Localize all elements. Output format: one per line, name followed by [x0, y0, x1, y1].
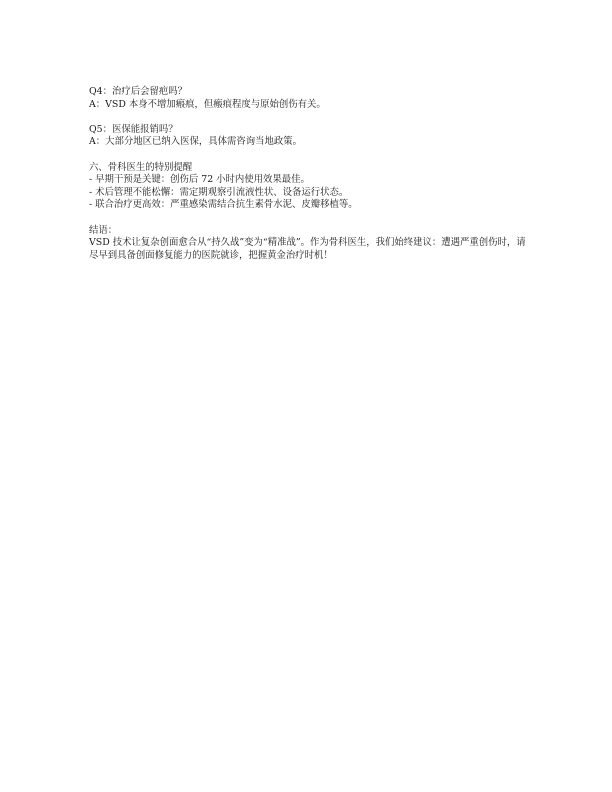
reminder-item: - 联合治疗更高效：严重感染需结合抗生素骨水泥、皮瓣移植等。	[89, 199, 358, 211]
faq-question: Q4：治疗后会留疤吗？	[89, 86, 188, 97]
conclusion-text: VSD 技术让复杂创面愈合从“持久战”变为“精准战”。作为骨科医生，我们始终建议：遭遇严重创伤时，请尽早到具备创面修复能力的医院就诊，把握黄金治疗时机！	[89, 237, 526, 261]
faq-answer: A：VSD 本身不增加瘢痕，但瘢痕程度与原始创伤有关。	[89, 98, 326, 110]
reminder-item: - 术后管理不能松懈：需定期观察引流液性状、设备运行状态。	[89, 186, 349, 198]
conclusion-heading: 结语：	[89, 224, 118, 236]
conclusion-section	[89, 225, 529, 263]
faq-item-q5	[89, 124, 529, 149]
document-body	[89, 86, 529, 275]
reminder-item: - 早期干预是关键：创伤后 72 小时内使用效果最佳。	[89, 174, 310, 186]
faq-question: Q5：医保能报销吗？	[89, 123, 178, 135]
faq-answer: A：大部分地区已纳入医保，具体需咨询当地政策。	[89, 136, 303, 148]
section-heading: 六、骨科医生的特别提醒	[89, 161, 193, 173]
faq-item-q4	[89, 86, 529, 111]
reminders-section	[89, 162, 529, 212]
